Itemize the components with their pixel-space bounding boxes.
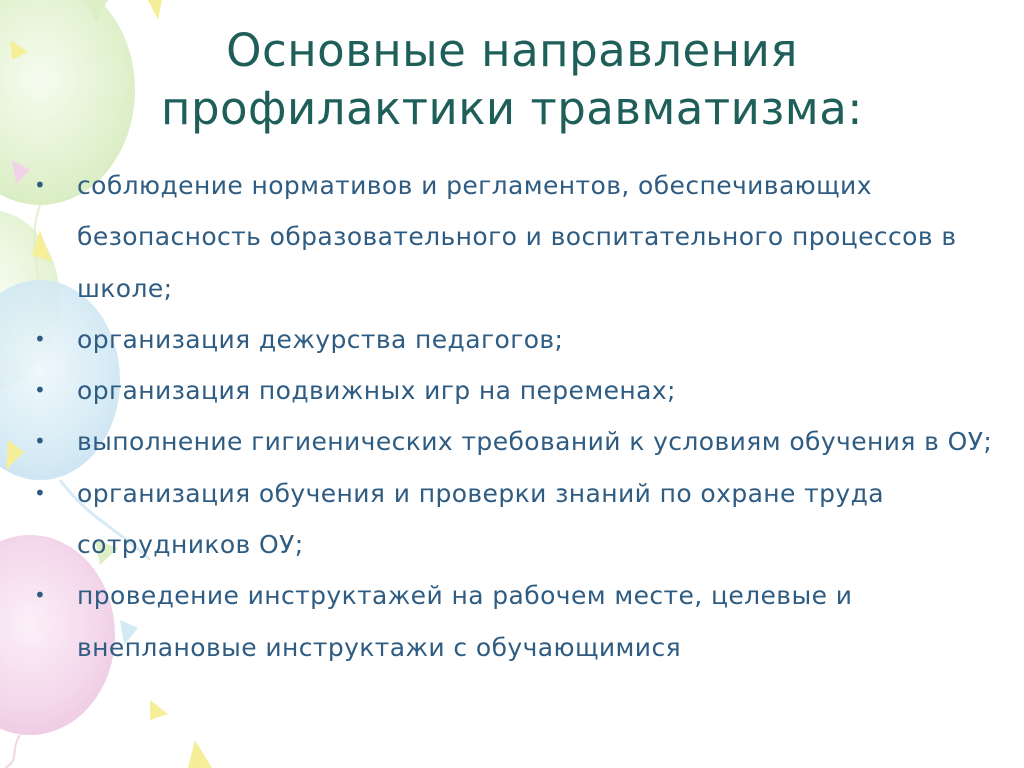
bullet-list	[34, 160, 1004, 673]
confetti-yellow	[188, 740, 212, 768]
list-item-text: организация подвижных игр на переменах;	[77, 376, 676, 406]
bullet-dot: •	[34, 480, 47, 505]
confetti-yellow	[148, 0, 162, 20]
list-item-text: организация дежурства педагогов;	[77, 324, 564, 354]
list-item	[34, 416, 1004, 467]
slide-title-line: Основные направления	[226, 24, 798, 77]
list-item-text: выполнение гигиенических требований к условиям обучения в ОУ;	[77, 427, 993, 457]
bullet-dot: •	[34, 326, 47, 351]
bullet-dot: •	[34, 378, 47, 403]
list-item-text: проведение инструктажей на рабочем месте, целевые и внеплановые инструктажи с обучающимися	[77, 581, 853, 662]
list-item	[34, 570, 1004, 673]
list-item	[34, 365, 1004, 416]
slide-title-line: профилактики травматизма:	[161, 82, 863, 135]
bullet-dot: •	[34, 173, 47, 197]
slide-title	[0, 22, 1024, 138]
bullet-dot: •	[34, 429, 47, 454]
list-item	[34, 314, 1004, 365]
bullet-dot: •	[34, 583, 47, 608]
list-item	[34, 160, 1004, 314]
confetti-yellow	[150, 700, 168, 720]
list-item-text: организация обучения и проверки знаний по охране труда сотрудников ОУ;	[77, 478, 885, 560]
list-item-text: соблюдение нормативов и регламентов, обеспечивающих безопасность образовательного и воспитательного процессов в школе;	[77, 171, 957, 303]
list-item	[34, 468, 1004, 571]
pink-balloon-string	[5, 735, 20, 768]
